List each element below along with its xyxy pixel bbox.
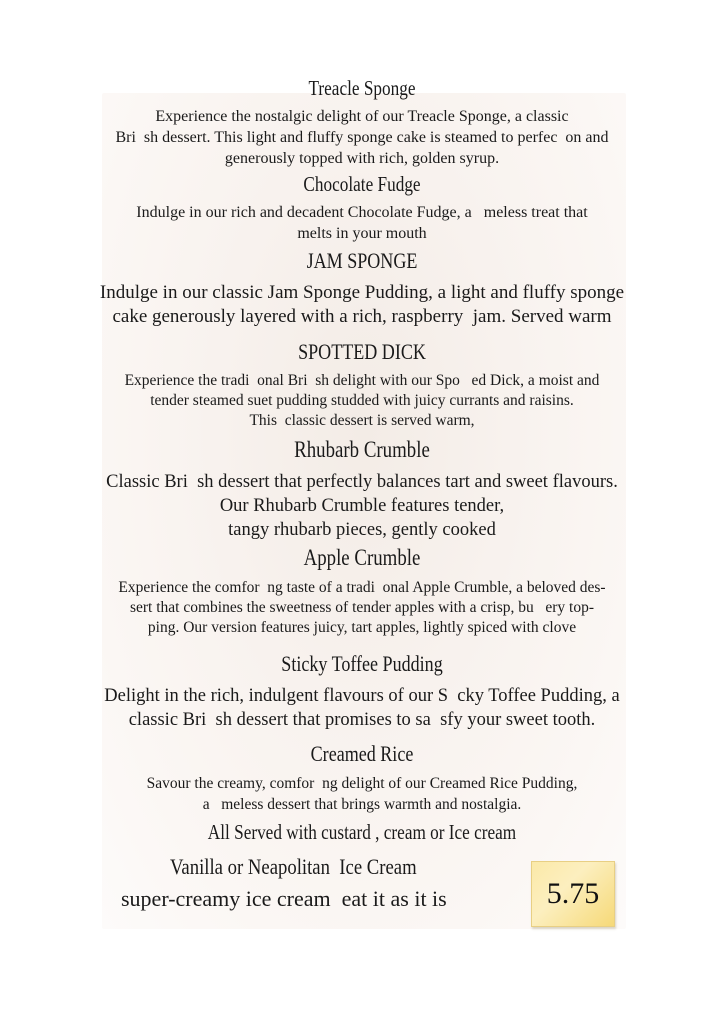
- desc-line: Indulge in our rich and decadent Chocolate Fudge, a meless treat that: [136, 204, 588, 221]
- desc-line: This classic dessert is served warm,: [249, 412, 475, 429]
- item-desc-apple-crumble: [0, 578, 724, 638]
- desc-line: Experience the tradi onal Bri sh delight with our Spo ed Dick, a moist and: [124, 372, 600, 389]
- desc-line: melts in your mouth: [297, 225, 427, 242]
- desc-line: Savour the creamy, comfor ng delight of our Creamed Rice Pudding,: [146, 775, 578, 792]
- desc-line: a meless dessert that brings warmth and nostalgia.: [202, 796, 522, 813]
- desc-line: tender steamed suet pudding studded with juicy currants and raisins.: [150, 392, 574, 409]
- desc-line: Experience the nostalgic delight of our Treacle Sponge, a classic: [155, 108, 569, 125]
- ice-cream-description: super-creamy ice cream eat it as it is: [121, 886, 447, 911]
- desc-line: Indulge in our classic Jam Sponge Pudding, a light and fluffy sponge: [99, 282, 625, 303]
- desc-line: classic Bri sh dessert that promises to sa sfy your sweet tooth.: [128, 710, 596, 730]
- desc-line: cake generously layered with a rich, raspberry jam. Served warm: [112, 306, 612, 327]
- desc-line: sert that combines the sweetness of tender apples with a crisp, bu ery top-: [129, 599, 594, 616]
- item-desc-jam-sponge: [0, 281, 724, 329]
- desc-line: tangy rhubarb pieces, gently cooked: [228, 520, 496, 540]
- item-desc-treacle-sponge: [0, 106, 724, 169]
- item-desc-sticky-toffee-pudding: [0, 684, 724, 732]
- item-title-spotted-dick: SPOTTED DICK: [298, 339, 426, 364]
- item-title-jam-sponge: JAM SPONGE: [306, 248, 418, 273]
- item-desc-creamed-rice: [0, 773, 724, 815]
- item-title-creamed-rice: Creamed Rice: [310, 741, 414, 766]
- desc-line: Bri sh dessert. This light and fluffy sponge cake is steamed to perfec on and: [115, 129, 609, 146]
- desc-line: Delight in the rich, indulgent flavours of our S cky Toffee Pudding, a: [104, 686, 620, 706]
- desc-line: Classic Bri sh dessert that perfectly balances tart and sweet flavours.: [106, 472, 618, 492]
- item-title-rhubarb-crumble: Rhubarb Crumble: [294, 437, 430, 462]
- served-with-note: All Served with custard , cream or Ice cream: [207, 820, 517, 844]
- price-badge: 5.75: [531, 861, 615, 927]
- item-title-chocolate-fudge: Chocolate Fudge: [303, 172, 421, 196]
- item-desc-rhubarb-crumble: [0, 470, 724, 542]
- desc-line: Experience the comfor ng taste of a tradi onal Apple Crumble, a beloved des-: [118, 579, 606, 596]
- item-title-treacle-sponge: Treacle Sponge: [308, 76, 416, 100]
- desc-line: generously topped with rich, golden syrup.: [224, 150, 500, 167]
- item-title-sticky-toffee-pudding: Sticky Toffee Pudding: [281, 651, 443, 676]
- desc-line: Our Rhubarb Crumble features tender,: [219, 496, 505, 516]
- ice-cream-title: Vanilla or Neapolitan Ice Cream: [170, 854, 417, 879]
- item-desc-chocolate-fudge: [0, 202, 724, 244]
- item-title-apple-crumble: Apple Crumble: [303, 545, 421, 570]
- desc-line: ping. Our version features juicy, tart apples, lightly spiced with clove: [147, 619, 577, 636]
- item-desc-spotted-dick: [0, 371, 724, 431]
